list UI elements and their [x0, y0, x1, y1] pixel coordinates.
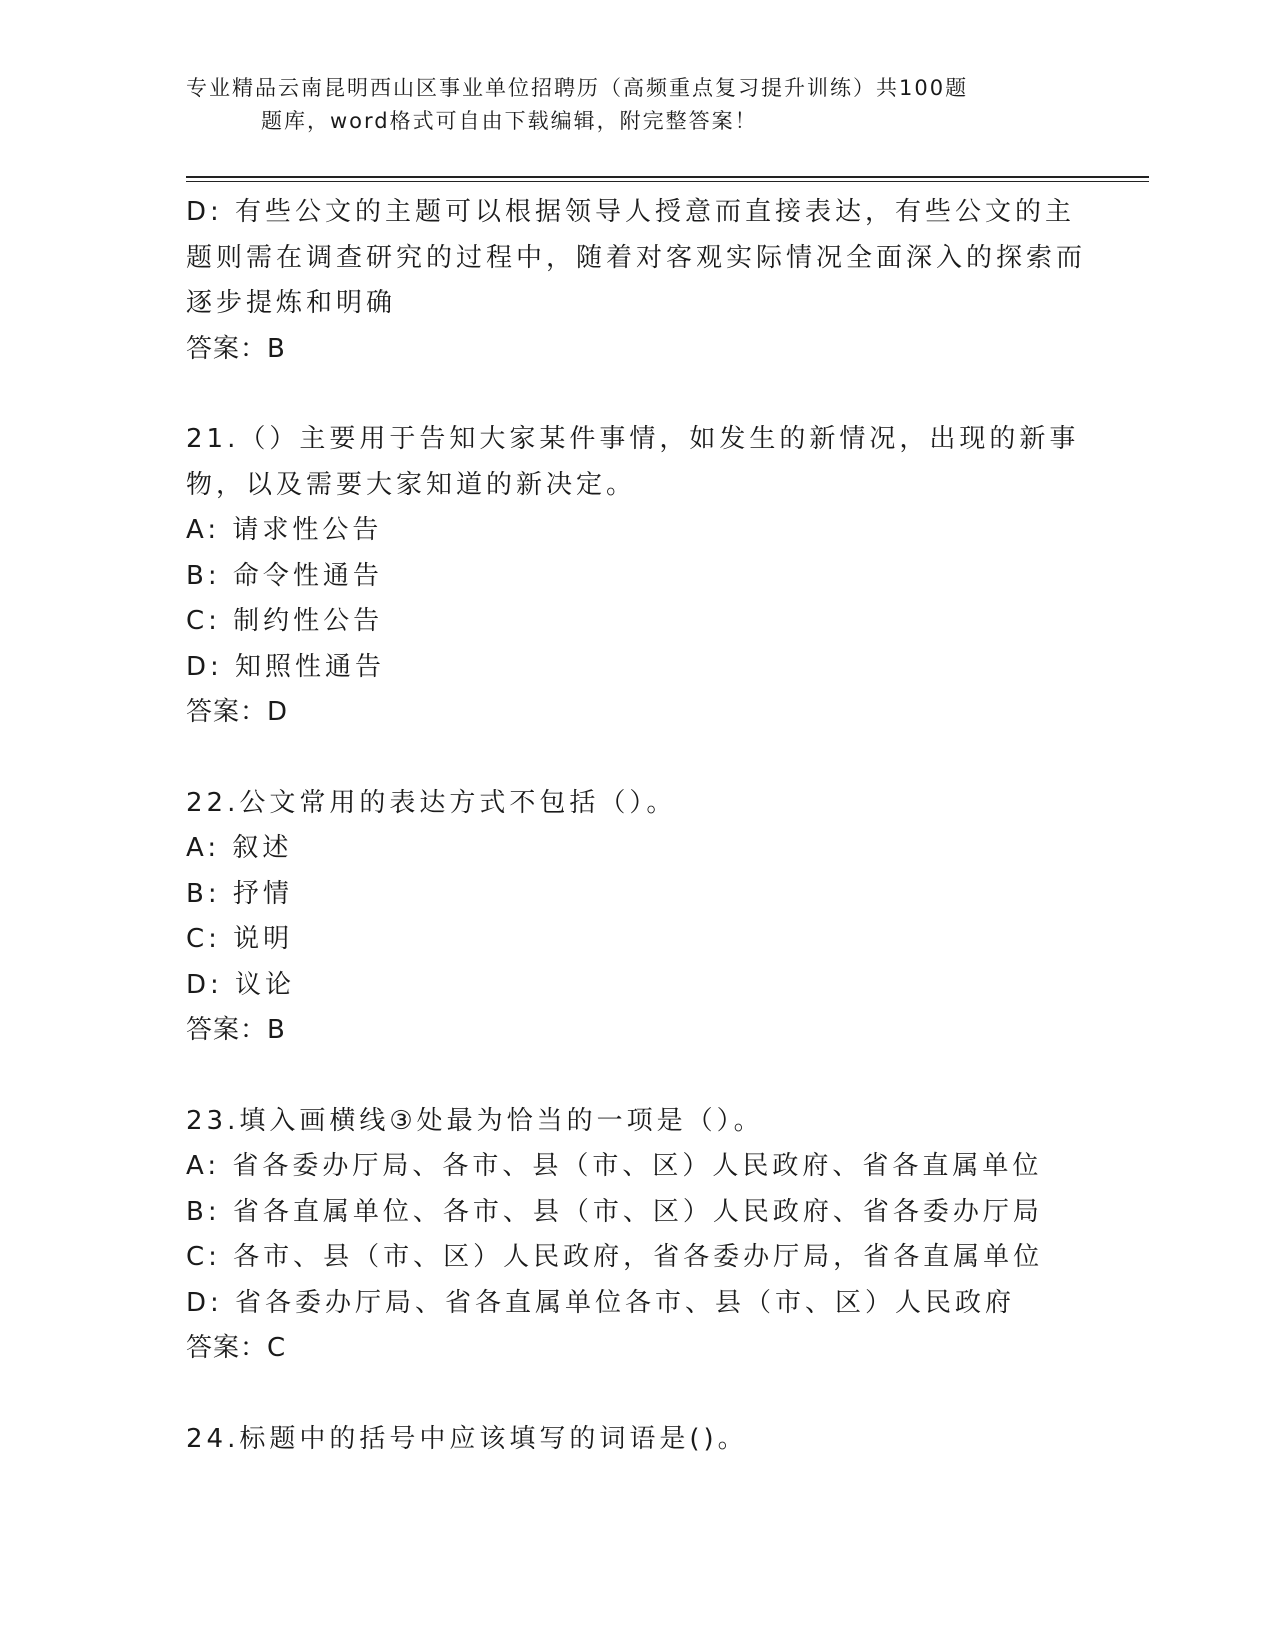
option-a: A: 叙述 [186, 833, 293, 863]
option-c: C: 制约性公告 [186, 606, 384, 636]
option-d: D: 有些公文的主题可以根据领导人授意而直接表达，有些公文的主题则需在调查研究的过程中，随着对客观实际情况全面深入的探索而逐步提炼和明确 [186, 197, 1087, 318]
header-rule-thin [186, 181, 1149, 182]
spacer [186, 372, 1086, 417]
document-header [186, 72, 1046, 138]
spacer [186, 1054, 1086, 1099]
question-20-continued [186, 190, 1086, 372]
option-b: B: 命令性通告 [186, 560, 383, 591]
question-23 [186, 1099, 1086, 1372]
option-b: B: 抒情 [186, 878, 293, 909]
header-line-2: 题库，word格式可自由下载编辑，附完整答案！ [261, 109, 758, 133]
spacer [186, 1372, 1086, 1417]
option-c: C: 说明 [186, 924, 294, 954]
header-line-1: 专业精品云南昆明西山区事业单位招聘历（高频重点复习提升训练）共100题 [186, 76, 969, 100]
question-stem: 22.公文常用的表达方式不包括（）。 [186, 787, 677, 818]
question-21 [186, 417, 1086, 736]
question-stem: 21.（）主要用于告知大家某件事情，如发生的新情况，出现的新事物，以及需要大家知道的新决定。 [186, 424, 1080, 500]
answer: 答案：B [186, 1015, 286, 1045]
document-body [186, 190, 1086, 1462]
option-a: A: 省各委办厅局、各市、县（市、区）人民政府、省各直属单位 [186, 1151, 1043, 1181]
header-rule-thick [186, 176, 1149, 178]
spacer [186, 736, 1086, 781]
option-a: A: 请求性公告 [186, 515, 383, 545]
question-24 [186, 1417, 1086, 1463]
option-b: B: 省各直属单位、各市、县（市、区）人民政府、省各委办厅局 [186, 1196, 1043, 1227]
answer: 答案：D [186, 697, 289, 727]
option-d: D: 知照性通告 [186, 651, 386, 682]
answer: 答案：C [186, 1333, 287, 1363]
answer: 答案：B [186, 333, 286, 364]
option-c: C: 各市、县（市、区）人民政府，省各委办厅局，省各直属单位 [186, 1242, 1044, 1272]
option-d: D: 省各委办厅局、省各直属单位各市、县（市、区）人民政府 [186, 1287, 1016, 1318]
question-stem: 24.标题中的括号中应该填写的词语是()。 [186, 1423, 748, 1454]
question-22 [186, 781, 1086, 1054]
question-stem: 23.填入画横线③处最为恰当的一项是（）。 [186, 1105, 764, 1136]
option-d: D: 议论 [186, 969, 296, 1000]
